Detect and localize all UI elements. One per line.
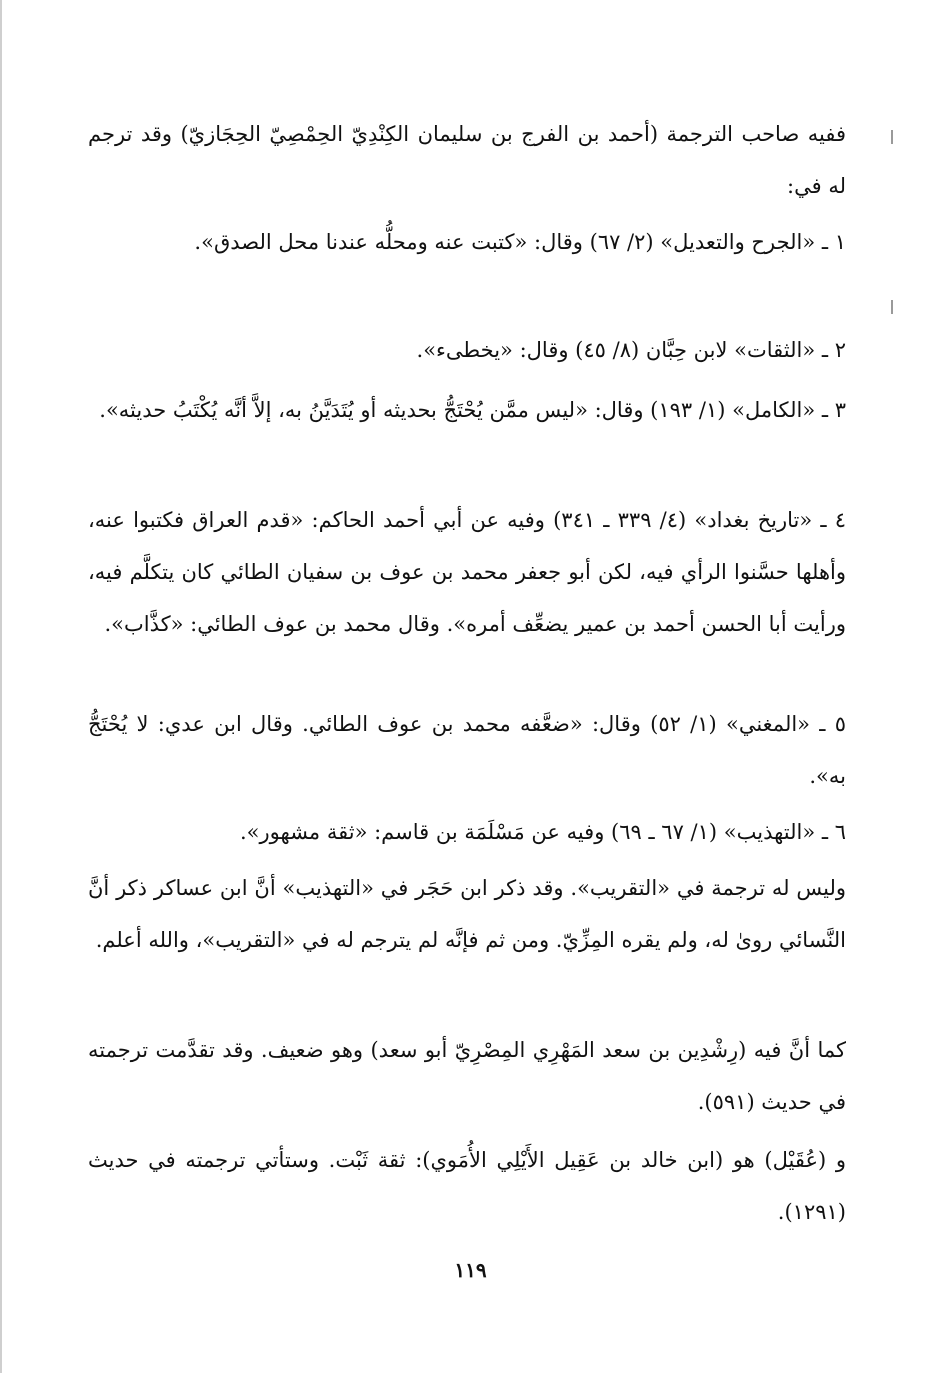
paragraph-uqayl: و (عُقَيْل) هو (ابن خالد بن عَقِيل الأَيْلِي الأُمَوي): ثقة ثَبْت. وستأتي ترجمته في حديث (١٢٩١).	[88, 1148, 846, 1224]
paragraph-item-1: ١ ـ «الجرح والتعديل» (٢/ ٦٧) وقال: «كتبت عنه ومحلُّه عندنا محل الصدق».	[194, 230, 846, 254]
paragraph-item-4: ٤ ـ «تاريخ بغداد» (٤/ ٣٣٩ ـ ٣٤١) وفيه عن أبي أحمد الحاكم: «قدم العراق فكتبوا عنه، وأهلها حسَّنوا الرأي فيه، لكن أبو جعفر محمد بن عوف بن سفيان الطائي كان يتكلَّم فيه، ورأيت أبا الحسن أحمد بن عمير يضعِّف أمره». وقال محمد بن عوف الطائي: «كذَّاب».	[88, 508, 846, 636]
paragraph-item-2: ٢ ـ «الثقات» لابن حِبَّان (٨/ ٤٥) وقال: «يخطىء».	[416, 338, 846, 362]
margin-speck	[891, 300, 893, 314]
scan-edge-line	[0, 0, 2, 1373]
page-number: ١١٩	[454, 1258, 487, 1282]
paragraph-intro: ففيه صاحب الترجمة (أحمد بن الفرج بن سليمان الكِنْدِيّ الحِمْصِيّ الحِجَازيّ) وقد ترجم له في:	[88, 122, 846, 198]
paragraph-rishdin: كما أنَّ فيه (رِشْدِين بن سعد المَهْرِي المِصْرِيّ أبو سعد) وهو ضعيف. وقد تقدَّمت ترجمته في حديث (٥٩١).	[88, 1038, 846, 1114]
margin-speck	[891, 130, 893, 144]
paragraph-note-taqrib: وليس له ترجمة في «التقريب». وقد ذكر ابن حَجَر في «التهذيب» أنَّ ابن عساكر ذكر أنَّ النَّسائي روىٰ له، ولم يقره المِزِّيّ. ومن ثم فإنَّه لم يترجم له في «التقريب»، والله أعلم.	[88, 876, 847, 952]
paragraph-item-3: ٣ ـ «الكامل» (١/ ١٩٣) وقال: «ليس ممَّن يُحْتَجُّ بحديثه أو يُتَدَيَّنُ به، إلاَّ أنَّه يُكْتَبُ حديثه».	[99, 398, 846, 422]
paragraph-item-6: ٦ ـ «التهذيب» (١/ ٦٧ ـ ٦٩) وفيه عن مَسْلَمَة بن قاسم: «ثقة مشهور».	[240, 820, 846, 844]
paragraph-item-5: ٥ ـ «المغني» (١/ ٥٢) وقال: «ضعَّفه محمد بن عوف الطائي. وقال ابن عدي: لا يُحْتَجُّ به».	[88, 712, 846, 788]
